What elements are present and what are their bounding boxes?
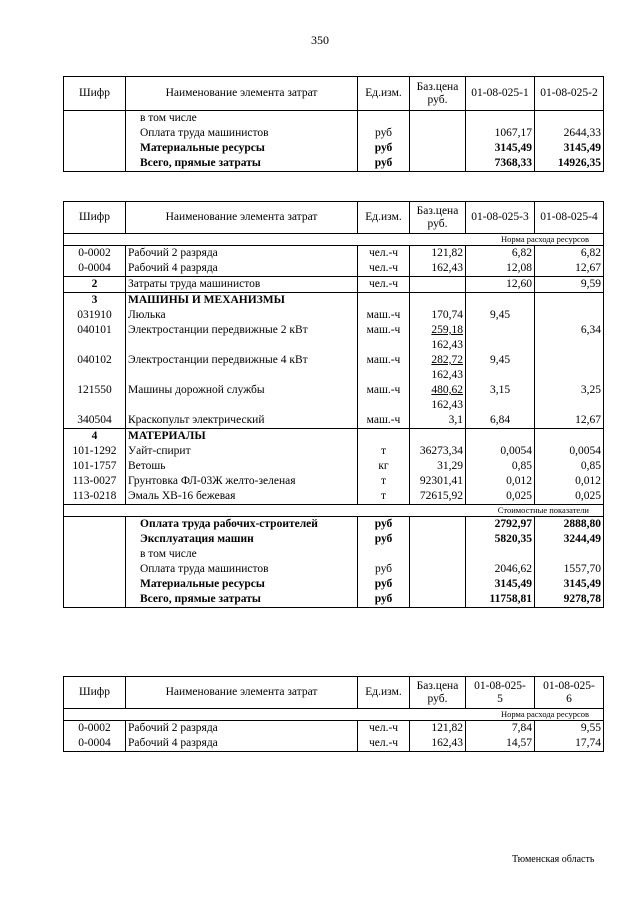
row-price: 170,74 — [410, 308, 466, 323]
row-value-1: 3145,49 — [466, 141, 535, 156]
row-value-1: 3,15 — [466, 383, 535, 413]
section-title: МАТЕРИАЛЫ — [126, 429, 358, 445]
table-row — [64, 261, 604, 277]
row-unit: маш.-ч — [358, 383, 410, 413]
header-base-price: Баз.цена руб. — [410, 202, 466, 234]
row-unit: руб — [358, 156, 410, 172]
row-value-2: 17,74 — [575, 737, 601, 749]
row-value-2: 9,59 — [535, 277, 604, 293]
row-price-secondary: 162,43 — [431, 399, 463, 411]
header-col1: 01-08-025-3 — [466, 202, 535, 234]
row-code: 040101 — [64, 323, 126, 353]
row-unit: руб — [358, 592, 410, 608]
row-value-2: 2644,33 — [563, 127, 601, 139]
row-code: 0-0004 — [64, 736, 126, 752]
table-row — [64, 308, 604, 323]
cost-table-2 — [63, 201, 604, 608]
row-value-1: 2792,97 — [466, 517, 535, 533]
row-price: 282,72 — [431, 354, 463, 366]
row-value-1: 9,45 — [466, 353, 535, 383]
row-code: 101-1757 — [64, 459, 126, 474]
row-unit: маш.-ч — [358, 353, 410, 383]
row-value-2: 6,34 — [580, 324, 601, 336]
row-price-secondary: 162,43 — [431, 369, 463, 381]
row-name: в том числе — [126, 111, 358, 127]
header-col2: 01-08-025-2 — [535, 77, 604, 111]
row-value-2: 0,0054 — [569, 445, 601, 457]
row-code: 113-0218 — [64, 489, 126, 505]
row-name: Оплата труда машинистов — [126, 126, 358, 141]
header-code: Шифр — [64, 677, 126, 709]
cost-table-3 — [63, 676, 604, 752]
row-unit: т — [358, 489, 410, 505]
table-row — [64, 383, 604, 413]
row-name: Машины дорожной службы — [126, 383, 358, 413]
table-row — [64, 277, 604, 293]
row-value-2: 3145,49 — [563, 142, 601, 154]
header-name: Наименование элемента затрат — [126, 677, 358, 709]
row-value-2: 1557,70 — [563, 563, 601, 575]
header-unit: Ед.изм. — [358, 677, 410, 709]
row-name: Затраты труда машинистов — [126, 277, 358, 293]
row-unit: руб — [358, 126, 410, 141]
row-unit: руб — [358, 141, 410, 156]
row-value-2: 9,55 — [580, 722, 601, 734]
row-code: 340504 — [64, 413, 126, 429]
row-value-2: 3,25 — [580, 384, 601, 396]
row-value-1: 0,025 — [466, 489, 535, 505]
row-value-1: 1067,17 — [466, 126, 535, 141]
row-price: 72615,92 — [410, 489, 466, 505]
header-name: Наименование элемента затрат — [126, 202, 358, 234]
row-unit: руб — [358, 577, 410, 592]
row-price: 480,62 — [431, 384, 463, 396]
row-name: Электростанции передвижные 4 кВт — [126, 353, 358, 383]
table-row — [64, 444, 604, 459]
section-header — [64, 429, 604, 445]
table-row — [64, 489, 604, 505]
table-row — [64, 592, 604, 608]
row-price: 162,43 — [410, 261, 466, 277]
header-code: Шифр — [64, 202, 126, 234]
row-code: 113-0027 — [64, 474, 126, 489]
row-name: Эксплуатация машин — [126, 532, 358, 547]
row-value-1: 0,85 — [466, 459, 535, 474]
header-code: Шифр — [64, 77, 126, 111]
table-row — [64, 353, 604, 383]
section-code: 4 — [64, 429, 126, 445]
table-row — [64, 413, 604, 429]
cost-table-1 — [63, 76, 604, 172]
row-value-1: 5820,35 — [466, 532, 535, 547]
row-value-1: 3145,49 — [466, 577, 535, 592]
row-unit: чел.-ч — [358, 736, 410, 752]
row-value-2: 6,82 — [580, 247, 601, 259]
section-code: 3 — [64, 293, 126, 309]
row-price-secondary: 162,43 — [431, 339, 463, 351]
row-code: 040102 — [64, 353, 126, 383]
row-unit: т — [358, 474, 410, 489]
table-row — [64, 246, 604, 262]
row-unit: маш.-ч — [358, 413, 410, 429]
row-name: Всего, прямые затраты — [126, 592, 358, 608]
row-price: 259,18 — [431, 324, 463, 336]
row-code: 0-0002 — [64, 721, 126, 737]
norm-label: Норма расхода ресурсов — [64, 234, 604, 246]
row-code: 0-0004 — [64, 261, 126, 277]
row-unit: маш.-ч — [358, 308, 410, 323]
row-value-2: 0,012 — [575, 475, 601, 487]
row-name: Люлька — [126, 308, 358, 323]
row-value-1: 6,82 — [466, 246, 535, 262]
row-unit: кг — [358, 459, 410, 474]
row-name: Материальные ресурсы — [126, 141, 358, 156]
row-unit: чел.-ч — [358, 721, 410, 737]
row-price: 92301,41 — [410, 474, 466, 489]
row-value-2: 2888,80 — [563, 518, 601, 530]
row-name: Уайт-спирит — [126, 444, 358, 459]
header-col1: 01-08-025- 5 — [466, 677, 535, 709]
row-code: 2 — [64, 277, 126, 293]
row-value-1: 6,84 — [466, 413, 535, 429]
row-name: Ветошь — [126, 459, 358, 474]
row-name: Всего, прямые затраты — [126, 156, 358, 172]
table-row — [64, 562, 604, 577]
row-price: 36273,34 — [410, 444, 466, 459]
row-unit: руб — [358, 532, 410, 547]
row-price: 121,82 — [410, 721, 466, 737]
row-value-2: 0,025 — [575, 490, 601, 502]
header-unit: Ед.изм. — [358, 77, 410, 111]
row-price: 162,43 — [410, 736, 466, 752]
row-unit: руб — [358, 517, 410, 533]
row-value-1: 9,45 — [466, 308, 535, 323]
header-unit: Ед.изм. — [358, 202, 410, 234]
header-name: Наименование элемента затрат — [126, 77, 358, 111]
row-price: 121,82 — [410, 246, 466, 262]
header-base-price: Баз.цена руб. — [410, 77, 466, 111]
row-name: Грунтовка ФЛ-03Ж желто-зеленая — [126, 474, 358, 489]
row-unit: чел.-ч — [358, 261, 410, 277]
cost-label: Стоимостные показатели — [64, 505, 604, 517]
row-name: Материальные ресурсы — [126, 577, 358, 592]
row-unit: маш.-ч — [358, 323, 410, 353]
row-name: Оплата труда рабочих-строителей — [126, 517, 358, 533]
row-value-2: 3145,49 — [563, 578, 601, 590]
table-row — [64, 532, 604, 547]
row-value-1: 12,60 — [466, 277, 535, 293]
row-name: Рабочий 4 разряда — [126, 261, 358, 277]
row-value-1: 14,57 — [466, 736, 535, 752]
table-row — [64, 547, 604, 562]
row-unit: чел.-ч — [358, 277, 410, 293]
row-value-1: 7,84 — [466, 721, 535, 737]
row-name: Эмаль ХВ-16 бежевая — [126, 489, 358, 505]
row-unit: чел.-ч — [358, 246, 410, 262]
table-row — [64, 474, 604, 489]
row-price: 31,29 — [410, 459, 466, 474]
table-row — [64, 156, 604, 172]
row-price: 3,1 — [410, 413, 466, 429]
row-name: Оплата труда машинистов — [126, 562, 358, 577]
row-value-2: 12,67 — [575, 262, 601, 274]
row-code: 0-0002 — [64, 246, 126, 262]
table-row — [64, 459, 604, 474]
row-code: 031910 — [64, 308, 126, 323]
row-value-2: 14926,35 — [557, 157, 601, 169]
page-number: 350 — [311, 33, 329, 47]
row-value-1: 11758,81 — [466, 592, 535, 608]
table-row — [64, 721, 604, 737]
row-value-2: 0,85 — [580, 460, 601, 472]
row-name: Рабочий 2 разряда — [126, 721, 358, 737]
row-name: Рабочий 4 разряда — [126, 736, 358, 752]
header-base-price: Баз.цена руб. — [410, 677, 466, 709]
row-value-2: 9278,78 — [563, 593, 601, 605]
table-row — [64, 577, 604, 592]
header-col2: 01-08-025- 6 — [535, 677, 604, 709]
row-code: 121550 — [64, 383, 126, 413]
row-unit: т — [358, 444, 410, 459]
table-row — [64, 111, 604, 127]
row-name: Электростанции передвижные 2 кВт — [126, 323, 358, 353]
table-row — [64, 736, 604, 752]
row-name: Рабочий 2 разряда — [126, 246, 358, 262]
row-value-1: 2046,62 — [466, 562, 535, 577]
header-col2: 01-08-025-4 — [535, 202, 604, 234]
row-unit: руб — [358, 562, 410, 577]
row-code: 101-1292 — [64, 444, 126, 459]
row-value-2: 3244,49 — [563, 533, 601, 545]
norm-label: Норма расхода ресурсов — [64, 709, 604, 721]
section-title: МАШИНЫ И МЕХАНИЗМЫ — [126, 293, 358, 309]
table-row — [64, 517, 604, 533]
row-name: Краскопульт электрический — [126, 413, 358, 429]
row-value-1: 0,012 — [466, 474, 535, 489]
header-col1: 01-08-025-1 — [466, 77, 535, 111]
table-row — [64, 141, 604, 156]
row-value-2: 12,67 — [575, 414, 601, 426]
row-name: в том числе — [126, 547, 358, 562]
row-value-1: 7368,33 — [466, 156, 535, 172]
row-value-1: 12,08 — [466, 261, 535, 277]
table-row — [64, 323, 604, 353]
section-header — [64, 293, 604, 309]
footer-region: Тюменская область — [512, 854, 595, 865]
row-value-1: 0,0054 — [466, 444, 535, 459]
table-row — [64, 126, 604, 141]
